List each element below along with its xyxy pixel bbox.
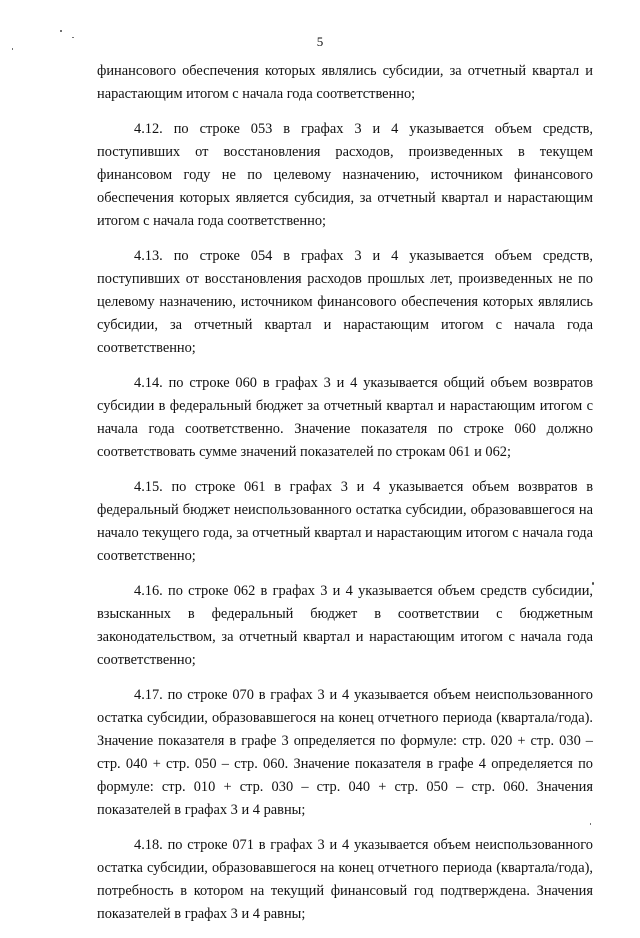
paragraph-continuation: финансового обеспечения которых являлись субсидии, за отчетный квартал и нарастающим итогом с начала года соответственно;: [97, 63, 593, 102]
paragraph-4-14: 4.14. по строке 060 в графах 3 и 4 указывается общий объем возвратов субсидии в федеральный бюджет за отчетный квартал и нарастающим итогом с начала года соответственно. Значение показателя по строке 060 должно соответствовать сумме значений показателей по строкам 061 и 062;: [97, 375, 593, 460]
document-body: [97, 60, 593, 938]
scan-speck: [12, 48, 13, 50]
scan-speck: [72, 37, 74, 38]
paragraph-4-13: 4.13. по строке 054 в графах 3 и 4 указывается объем средств, поступивших от восстановления расходов прошлых лет, произведенных не по целевому назначению, источником финансового обеспечения которых являлись субсидии, за отчетный квартал и нарастающим итогом с начала года соответственно;: [97, 248, 593, 356]
paragraph-4-15: 4.15. по строке 061 в графах 3 и 4 указывается объем возвратов в федеральный бюджет неиспользованного остатка субсидии, образовавшегося на начало текущего года, за отчетный квартал и нарастающим итогом с начала года соответственно;: [97, 479, 593, 564]
paragraph-4-18: 4.18. по строке 071 в графах 3 и 4 указывается объем неиспользованного остатка субсидии, образовавшегося на конец отчетного периода (квартала/года), потребность в котором на текущий финансовый год подтверждена. Значения показателей в графах 3 и 4 равны;: [97, 837, 593, 922]
paragraph-4-17: 4.17. по строке 070 в графах 3 и 4 указывается объем неиспользованного остатка субсидии, образовавшегося на конец отчетного периода (квартала/года). Значение показателя в графе 3 определяется по формуле: стр. 020 + стр. 030 – стр. 040 + стр. 050 – стр. 060. Значение показателя в графе 4 определяется по формуле: стр. 010 + стр. 030 – стр. 040 + стр. 050 – стр. 060. Значения показателей в графах 3 и 4 равны;: [97, 687, 593, 818]
scan-speck: [60, 30, 62, 32]
paragraph-4-12: 4.12. по строке 053 в графах 3 и 4 указывается объем средств, поступивших от восстановления расходов, произведенных в текущем финансовом году не по целевому назначению, источником финансового обеспечения которых является субсидия, за отчетный квартал и нарастающим итогом с начала года соответственно;: [97, 121, 593, 229]
paragraph-4-16: 4.16. по строке 062 в графах 3 и 4 указывается объем средств субсидии, взысканных в федеральный бюджет в соответствии с бюджетным законодательством, за отчетный квартал и нарастающим итогом с начала года соответственно;: [97, 583, 593, 668]
page-number: 5: [316, 34, 324, 49]
